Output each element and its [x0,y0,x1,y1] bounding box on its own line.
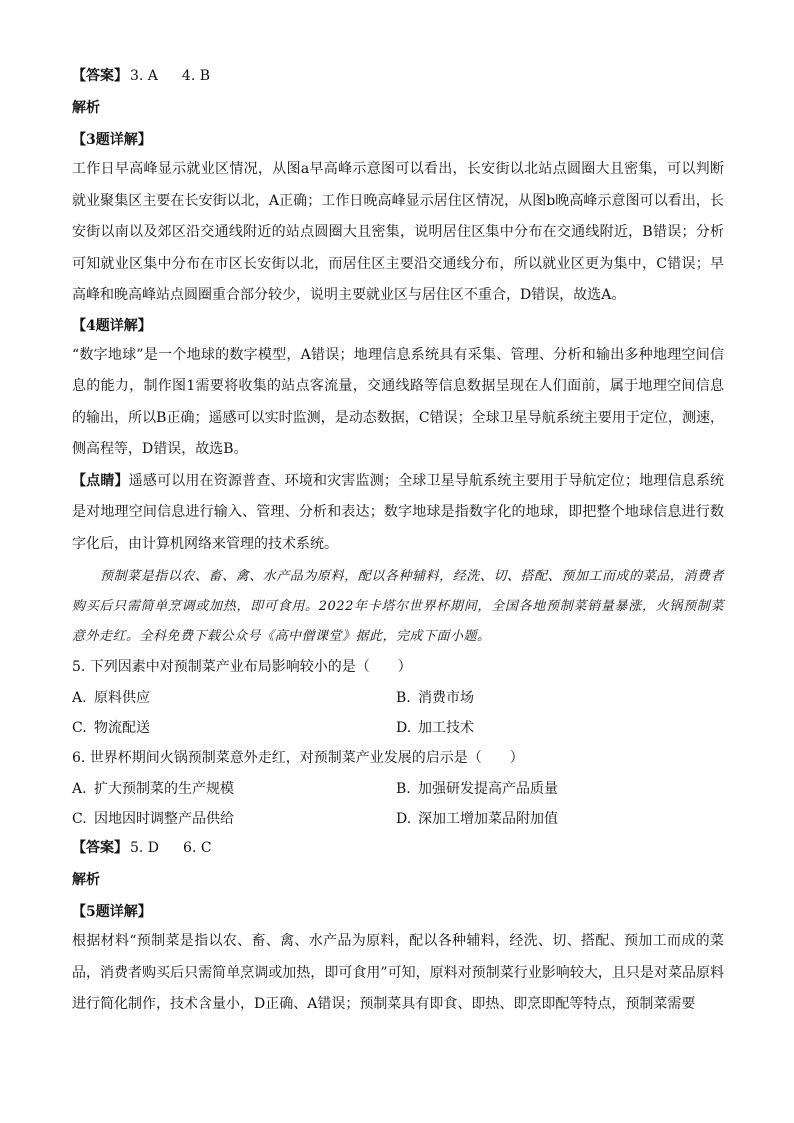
detail-3-text: 工作日早高峰显示就业区情况，从图a早高峰示意图可以看出，长安街以北站点圆圈大且密集，可以判断就业聚集区主要在长安街以北，A正确；工作日晚高峰显示居住区情况，从图b晚高峰示意图可以看出，长安街以南以及郊区沿交通线附近的站点圆圈大且密集，说明居住区集中分布在交通线附近，B错误；分析可知就业区集中分布在市区长安街以北，而居住区主要沿交通线分布，所以就业区更为集中，C错误；早高峰和晚高峰站点圆圈重合部分较少，说明主要就业区与居住区不重合，D错误，故选A。 [72,161,724,303]
q5-option-c[interactable]: C. 物流配送 [72,720,150,736]
q6-option-c[interactable]: C. 因地因时调整产品供给 [72,811,234,827]
answer-tag: 【答案】 [72,840,128,856]
tip-paragraph [72,466,724,561]
answer-3: 3. A [130,68,158,84]
q6-option-d[interactable]: D. 深加工增加菜品附加值 [396,811,558,827]
detail-5-title: 【5题详解】 [72,904,152,920]
question-6-options-row-2 [72,804,724,834]
answer-tag: 【答案】 [72,68,128,84]
question-6-stem: 6. 世界杯期间火锅预制菜意外走红，对预制菜产业发展的启示是（ ） [72,750,524,766]
q6-option-a[interactable]: A. 扩大预制菜的生产规模 [72,781,234,797]
q5-option-a[interactable]: A. 原料供应 [72,690,150,706]
detail-3-title: 【3题详解】 [72,132,152,148]
question-5-options-row-2 [72,713,724,743]
detail-5-text: 根据材料“预制菜是指以农、畜、禽、水产品为原料，配以各种辅料，经洗、切、搭配、预加工而成的菜品，消费者购买后只需简单烹调或加热，即可食用”可知，原料对预制菜行业影响较大，且只是对菜品原料进行简化制作，技术含量小，D正确、A错误；预制菜具有即食、即热、即烹即配等特点，预制菜需要 [72,933,724,1012]
q5-option-b[interactable]: B. 消费市场 [396,690,474,706]
question-6-options-row-1 [72,774,724,804]
tip-text: 遥感可以用在资源普查、环境和灾害监测；全球卫星导航系统主要用于导航定位；地理信息系统是对地理空间信息进行输入、管理、分析和表达；数字地球是指数字化的地球，即把整个地球信息进行数字化后，由计算机网络来管理的技术系统。 [72,472,725,552]
detail-4-title: 【4题详解】 [72,317,152,334]
detail-4-text: “数字地球”是一个地球的数字模型，A错误；地理信息系统具有采集、管理、分析和输出多种地理空间信息的能力，制作图1需要将收集的站点客流量，交通线路等信息数据呈现在人们面前，属于地理空间信息的输出，所以B正确；遥感可以实时监测，是动态数据，C错误；全球卫星导航系统主要用于定位，测速，侧高程等，D错误，故选B。 [72,346,724,457]
answer-line-1 [72,62,724,90]
tip-title: 【点睛】 [72,472,129,489]
material-paragraph: 预制菜是指以农、畜、禽、水产品为原料，配以各种辅料，经洗、切、搭配、预加工而成的菜品，消费者购买后只需简单烹调或加热，即可食用。2022年卡塔尔世界杯期间，全国各地预制菜销量暴涨，火锅预制菜意外走红。全科免费下载公众号《高中僧课堂》据此，完成下面小题。 [72,569,724,644]
q6-option-b[interactable]: B. 加强研发提高产品质量 [396,781,558,797]
document-page [72,62,724,1021]
answer-line-2 [72,834,724,862]
answer-5: 5. D [130,840,160,856]
answer-6: 6. C [183,840,212,856]
q5-option-d[interactable]: D. 加工技术 [396,720,474,736]
analysis-heading-1: 解析 [72,100,100,116]
analysis-heading-2: 解析 [72,872,100,888]
question-5-options-row-1 [72,683,724,713]
answer-4: 4. B [181,68,211,84]
question-5-stem: 5. 下列因素中对预制菜产业布局影响较小的是（ ） [72,659,412,675]
